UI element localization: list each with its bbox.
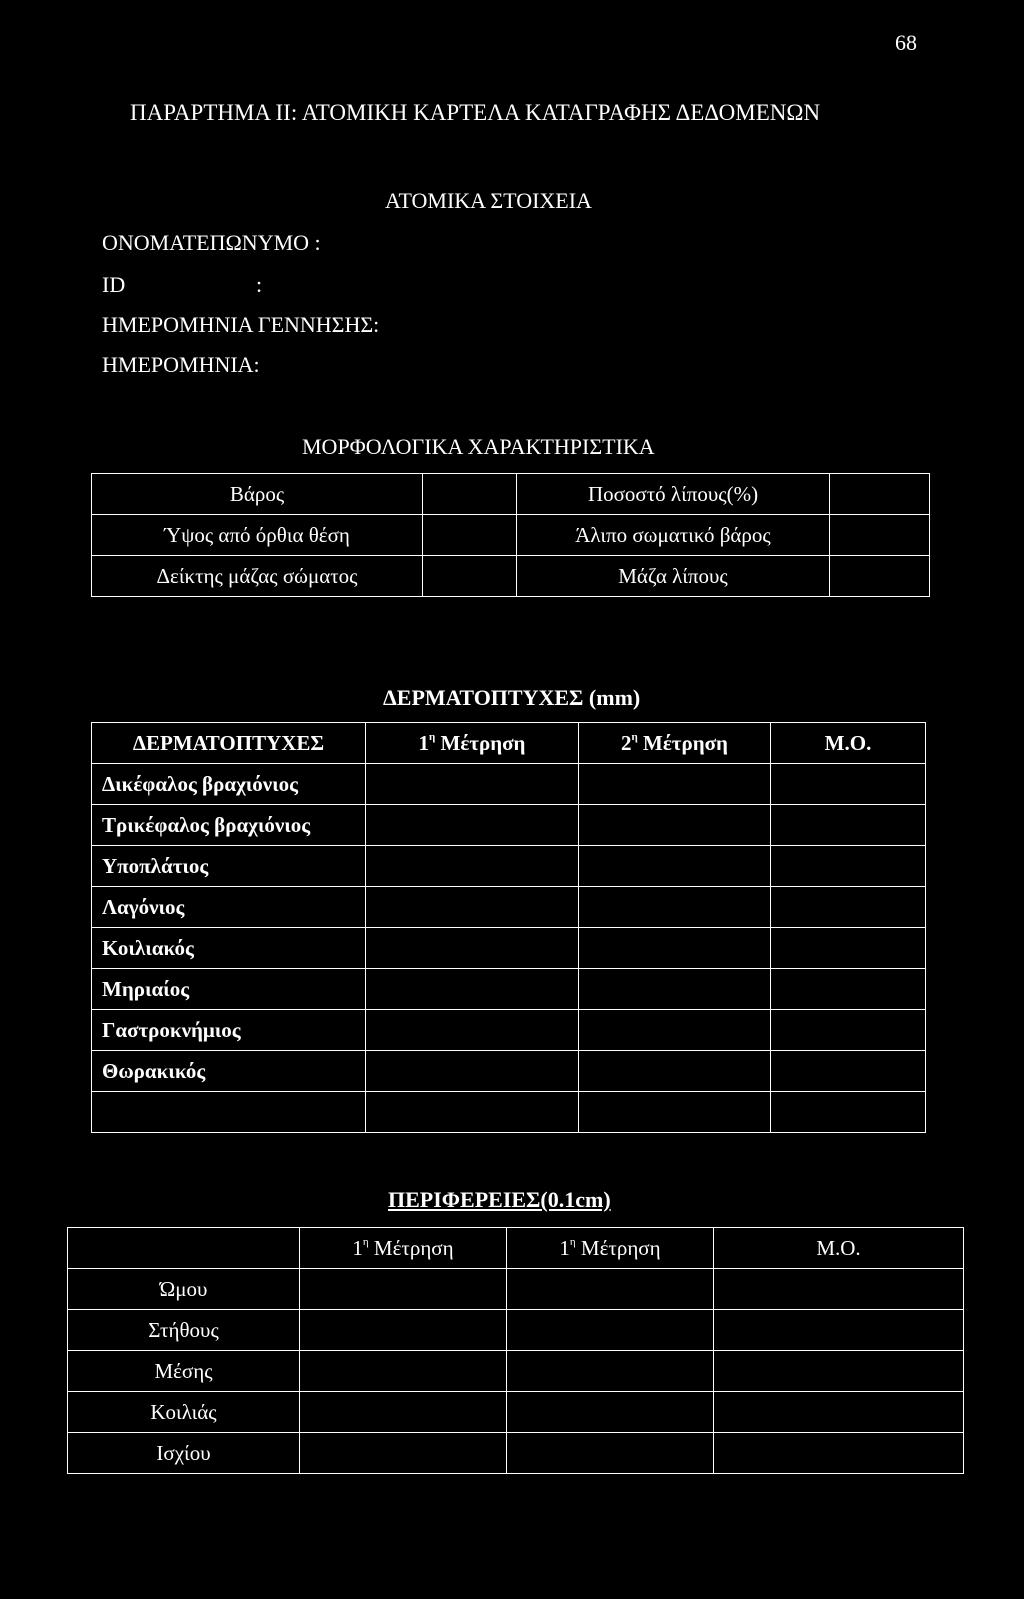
mean-cell[interactable] xyxy=(771,928,926,969)
measurement-cell[interactable] xyxy=(507,1392,714,1433)
measurement-cell[interactable] xyxy=(366,1010,579,1051)
table-row xyxy=(92,474,930,515)
measurement-cell[interactable] xyxy=(579,1051,771,1092)
table-row xyxy=(92,1051,926,1092)
circumference-label: Στήθους xyxy=(68,1310,300,1351)
measurement-cell[interactable] xyxy=(579,805,771,846)
mean-cell[interactable] xyxy=(714,1310,964,1351)
mean-cell[interactable] xyxy=(771,846,926,887)
measurement-cell[interactable] xyxy=(579,764,771,805)
morph-label-fat-percent: Ποσοστό λίπους(%) xyxy=(517,474,830,515)
mean-cell[interactable] xyxy=(771,764,926,805)
page-number: 68 xyxy=(895,30,917,55)
table-row xyxy=(92,805,926,846)
table-row xyxy=(92,515,930,556)
measurement-cell[interactable] xyxy=(579,846,771,887)
skinfold-label-empty[interactable] xyxy=(92,1092,366,1133)
measurement-cell[interactable] xyxy=(507,1269,714,1310)
measurement-cell[interactable] xyxy=(579,928,771,969)
morph-value-cell[interactable] xyxy=(423,515,517,556)
morph-label-lean-mass: Άλιπο σωματικό βάρος xyxy=(517,515,830,556)
measurement-cell[interactable] xyxy=(300,1433,507,1474)
measurement-cell[interactable] xyxy=(579,1010,771,1051)
table-row xyxy=(92,928,926,969)
measurement-cell[interactable] xyxy=(366,1051,579,1092)
morph-label-bmi: Δείκτης μάζας σώματος xyxy=(92,556,423,597)
table-row xyxy=(68,1433,964,1474)
table-row xyxy=(92,846,926,887)
id-label: ID xyxy=(102,272,126,297)
skinfold-label: Λαγόνιος xyxy=(92,887,366,928)
table-row xyxy=(92,556,930,597)
table-header-row xyxy=(68,1228,964,1269)
mean-cell[interactable] xyxy=(771,1051,926,1092)
skinfold-label: Θωρακικός xyxy=(92,1051,366,1092)
skinfold-label: Μηριαίος xyxy=(92,969,366,1010)
table-row xyxy=(92,969,926,1010)
mean-cell[interactable] xyxy=(771,1092,926,1133)
measurement-cell[interactable] xyxy=(507,1310,714,1351)
measurement-cell[interactable] xyxy=(366,969,579,1010)
skinfolds-heading: ΔΕΡΜΑΤΟΠΤΥΧΕΣ (mm) xyxy=(383,685,641,710)
date-label: ΗΜΕΡΟΜΗΝΙΑ: xyxy=(102,352,260,377)
morph-value-cell[interactable] xyxy=(423,556,517,597)
measurement-cell[interactable] xyxy=(579,1092,771,1133)
measurement-cell[interactable] xyxy=(300,1351,507,1392)
morph-value-cell[interactable] xyxy=(830,474,930,515)
second-measurement-header: $1^\eta$ Μέτρηση xyxy=(507,1228,714,1269)
measurement-cell[interactable] xyxy=(300,1392,507,1433)
personal-data-heading: ΑΤΟΜΙΚΑ ΣΤΟΙΧΕΙΑ xyxy=(385,188,592,213)
morph-value-cell[interactable] xyxy=(830,556,930,597)
measurement-cell[interactable] xyxy=(366,805,579,846)
circ-corner-cell xyxy=(68,1228,300,1269)
morphological-heading: ΜΟΡΦΟΛΟΓΙΚΑ ΧΑΡΑΚΤΗΡΙΣΤΙΚΑ xyxy=(302,434,655,459)
appendix-title: ΠΑΡΑΡΤΗΜΑ ΙΙ: ΑΤΟΜΙΚΗ ΚΑΡΤΕΛΑ ΚΑΤΑΓΡΑΦΗΣ ΔΕΔΟΜΕΝΩΝ xyxy=(130,100,821,125)
id-colon: : xyxy=(256,272,263,297)
mean-cell[interactable] xyxy=(714,1269,964,1310)
measurement-cell[interactable] xyxy=(366,887,579,928)
table-row xyxy=(92,764,926,805)
circumference-label: Κοιλιάς xyxy=(68,1392,300,1433)
first-measurement-header: $1^\eta$ Μέτρηση xyxy=(300,1228,507,1269)
measurement-cell[interactable] xyxy=(579,887,771,928)
table-row xyxy=(68,1269,964,1310)
mean-header: Μ.Ο. xyxy=(771,723,926,764)
circumference-label: Μέσης xyxy=(68,1351,300,1392)
measurement-cell[interactable] xyxy=(579,969,771,1010)
measurement-cell[interactable] xyxy=(300,1310,507,1351)
birth-date-label: ΗΜΕΡΟΜΗΝΙΑ ΓΕΝΝΗΣΗΣ: xyxy=(102,312,380,337)
table-row xyxy=(68,1310,964,1351)
skinfolds-table xyxy=(91,722,926,1133)
skinfold-label: Υποπλάτιος xyxy=(92,846,366,887)
measurement-cell[interactable] xyxy=(366,764,579,805)
measurement-cell[interactable] xyxy=(300,1269,507,1310)
measurement-cell[interactable] xyxy=(366,928,579,969)
morph-label-fat-mass: Μάζα λίπους xyxy=(517,556,830,597)
second-measurement-header: $2^\eta$ Μέτρηση xyxy=(579,723,771,764)
measurement-cell[interactable] xyxy=(507,1351,714,1392)
circumference-label: Ώμου xyxy=(68,1269,300,1310)
full-name-label: ΟΝΟΜΑΤΕΠΩΝΥΜΟ : xyxy=(102,230,321,255)
table-row xyxy=(68,1351,964,1392)
table-row xyxy=(92,887,926,928)
circumferences-table xyxy=(67,1227,964,1474)
measurement-cell[interactable] xyxy=(507,1433,714,1474)
mean-cell[interactable] xyxy=(771,887,926,928)
morph-label-weight: Βάρος xyxy=(92,474,423,515)
table-row xyxy=(68,1392,964,1433)
morph-value-cell[interactable] xyxy=(830,515,930,556)
skinfold-label: Κοιλιακός xyxy=(92,928,366,969)
mean-cell[interactable] xyxy=(771,969,926,1010)
mean-cell[interactable] xyxy=(771,805,926,846)
skinfold-label: Τρικέφαλος βραχιόνιος xyxy=(92,805,366,846)
mean-header: Μ.Ο. xyxy=(714,1228,964,1269)
circumference-label: Ισχίου xyxy=(68,1433,300,1474)
table-header-row xyxy=(92,723,926,764)
mean-cell[interactable] xyxy=(714,1433,964,1474)
skinfold-label: Γαστροκνήμιος xyxy=(92,1010,366,1051)
morph-label-height: Ύψος από όρθια θέση xyxy=(92,515,423,556)
morph-value-cell[interactable] xyxy=(423,474,517,515)
table-row xyxy=(92,1010,926,1051)
skinfolds-column-header: ΔΕΡΜΑΤΟΠΤΥΧΕΣ xyxy=(92,723,366,764)
measurement-cell[interactable] xyxy=(366,846,579,887)
circumferences-heading: ΠΕΡΙΦΕΡΕΙΕΣ(0.1cm) xyxy=(388,1187,611,1212)
mean-cell[interactable] xyxy=(714,1392,964,1433)
measurement-cell[interactable] xyxy=(366,1092,579,1133)
first-measurement-header: $1^\eta$ Μέτρηση xyxy=(366,723,579,764)
morphological-table xyxy=(91,473,930,597)
skinfold-label: Δικέφαλος βραχιόνιος xyxy=(92,764,366,805)
mean-cell[interactable] xyxy=(714,1351,964,1392)
table-row xyxy=(92,1092,926,1133)
mean-cell[interactable] xyxy=(771,1010,926,1051)
